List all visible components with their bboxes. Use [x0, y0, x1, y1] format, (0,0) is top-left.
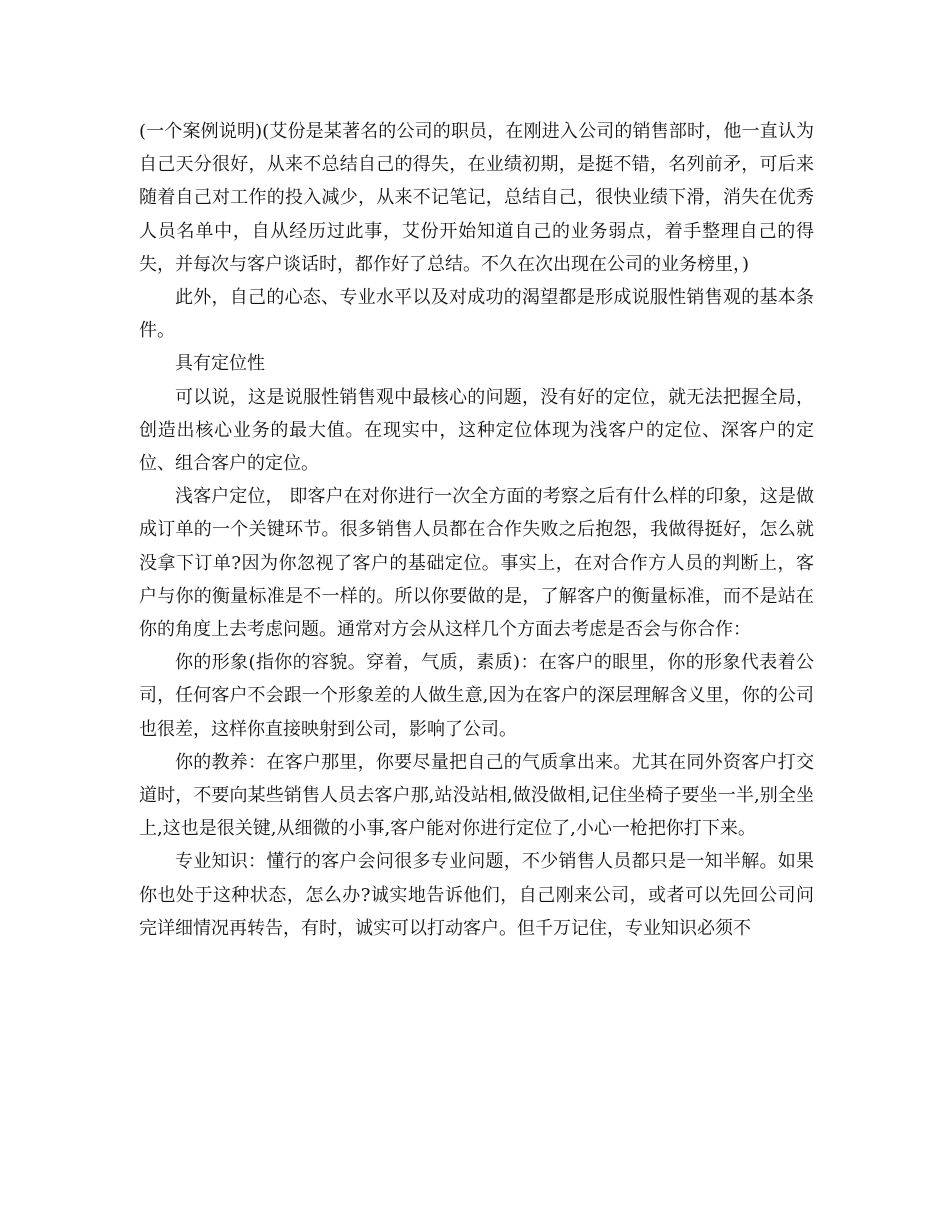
paragraph-positioning-core: 可以说，这是说服性销售观中最核心的问题，没有好的定位，就无法把握全局，创造出核心业务的最大值。在现实中，这种定位体现为浅客户的定位、深客户的定位、组合客户的定位。	[139, 386, 814, 475]
section-heading-positioning: 具有定位性	[175, 353, 265, 375]
paragraph-case-example: (一个案例说明)(艾份是某著名的公司的职员，在刚进入公司的销售部时，他一直认为自己天分很好，从来不总结自己的得失，在业绩初期，是挺不错，名列前矛，可后来随着自己对工作的投入减少，从来不记笔记，总结自己，很快业绩下滑，消失在优秀人员名单中，自从经历过此事，艾份开始知道自己的业务弱点，着手整理自己的得失，并每次与客户谈话时，都作好了总结。不久在次出现在公司的业务榜里，)	[139, 121, 814, 275]
paragraph-your-image: 你的形象(指你的容貌。穿着，气质，素质)：在客户的眼里，你的形象代表着公司，任何客户不会跟一个形象差的人做生意,因为在客户的深层理解含义里，你的公司也很差，这样你直接映射到公司，影响了公司。	[139, 652, 814, 740]
document-body	[139, 115, 814, 945]
paragraph-your-manners: 你的教养：在客户那里，你要尽量把自己的气质拿出来。尤其在同外资客户打交道时，不要向某些销售人员去客户那,站没站相,做没做相,记住坐椅子要坐一半,别全坐上,这也是很关键,从细微的小事,客户能对你进行定位了,小心一枪把你打下来。	[139, 751, 814, 840]
paragraph-shallow-customer: 浅客户定位， 即客户在对你进行一次全方面的考察之后有什么样的印象，这是做成订单的一个关键环节。很多销售人员都在合作失败之后抱怨，我做得挺好，怎么就没拿下订单?因为你忽视了客户的基础定位。事实上，在对合作方人员的判断上，客户与你的衡量标准是不一样的。所以你要做的是，了解客户的衡量标准，而不是站在你的角度上去考虑问题。通常对方会从这样几个方面去考虑是否会与你合作：	[139, 486, 814, 641]
paragraph-basic-conditions: 此外，自己的心态、专业水平以及对成功的渴望都是形成说服性销售观的基本条件。	[139, 287, 814, 342]
paragraph-professional-knowledge: 专业知识：懂行的客户会问很多专业问题，不少销售人员都只是一知半解。如果你也处于这种状态，怎么办?诚实地告诉他们，自己刚来公司，或者可以先回公司问完详细情况再转告，有时，诚实可以打动客户。但千万记住，专业知识必须不	[139, 851, 814, 939]
